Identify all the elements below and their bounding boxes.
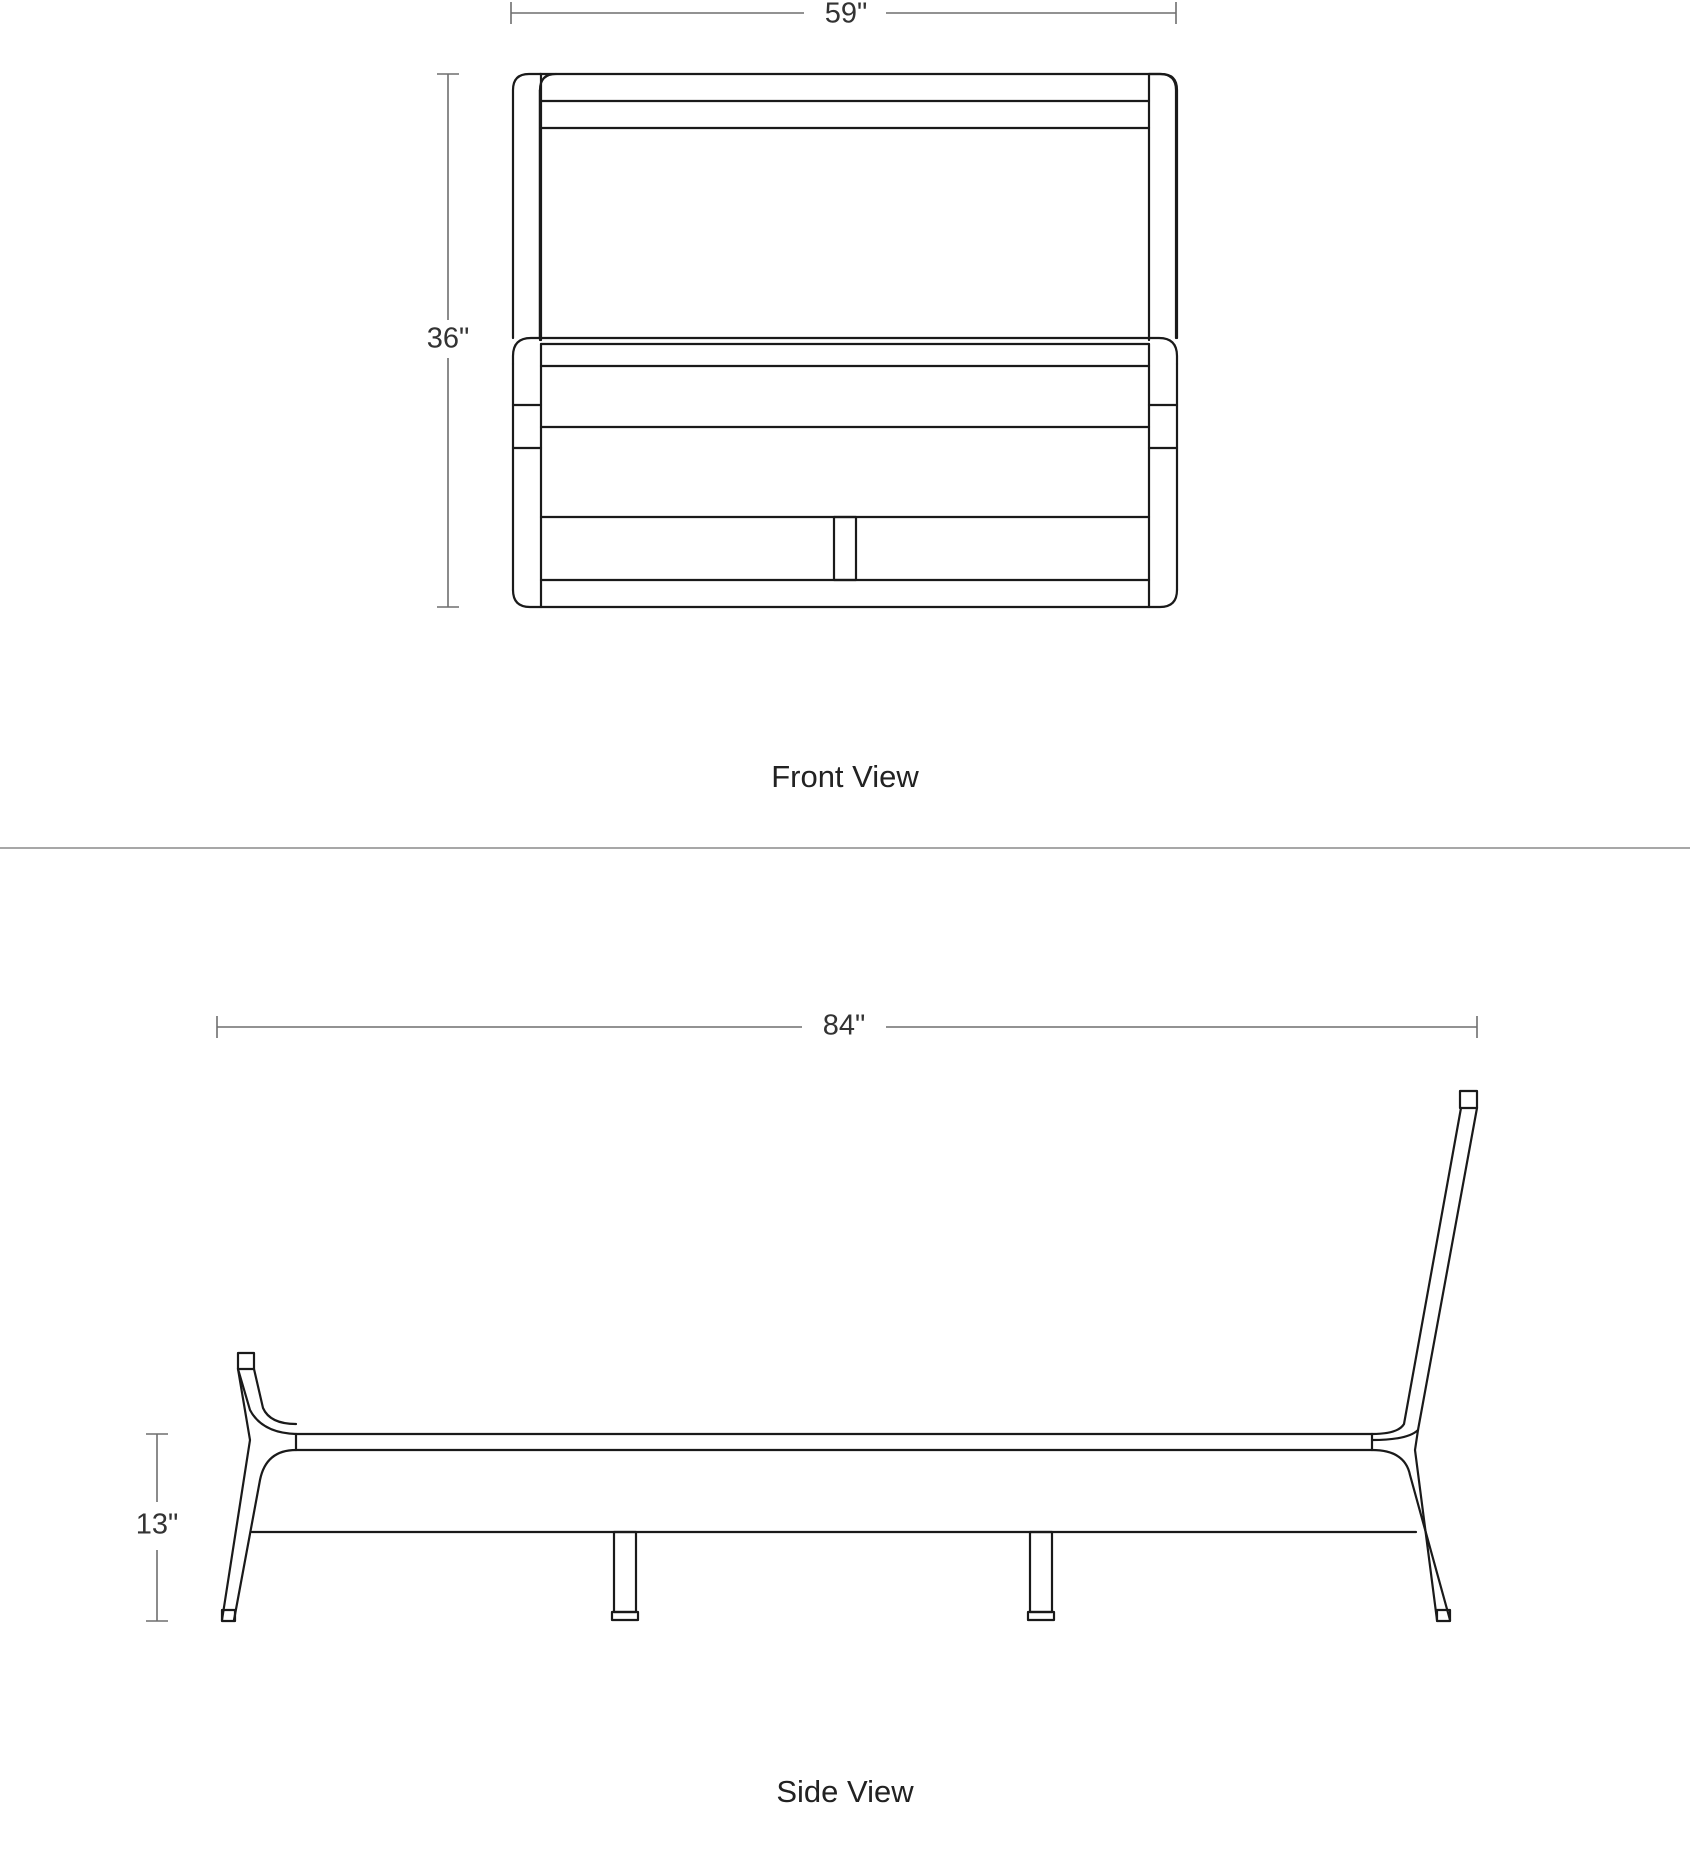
- front-footboard: [513, 338, 1177, 607]
- side-footboard-post: [222, 1353, 296, 1621]
- front-headboard: [513, 74, 1177, 340]
- side-height-label: 13": [135, 1508, 179, 1541]
- front-width-label: 59": [824, 0, 868, 30]
- front-height-dimension: [427, 74, 470, 607]
- side-length-label: 84": [822, 1009, 866, 1042]
- side-height-dimension: [136, 1434, 179, 1621]
- side-view: [136, 1010, 1477, 1810]
- front-view-caption: Front View: [771, 759, 919, 795]
- front-height-label: 36": [426, 322, 470, 355]
- side-view-caption: Side View: [776, 1774, 914, 1810]
- side-center-legs: [612, 1532, 1054, 1620]
- side-rail: [252, 1434, 1416, 1532]
- side-headboard-post: [1372, 1091, 1477, 1621]
- front-view: [427, 0, 1177, 794]
- side-length-dimension: [217, 1010, 1477, 1042]
- front-width-dimension: [511, 0, 1176, 30]
